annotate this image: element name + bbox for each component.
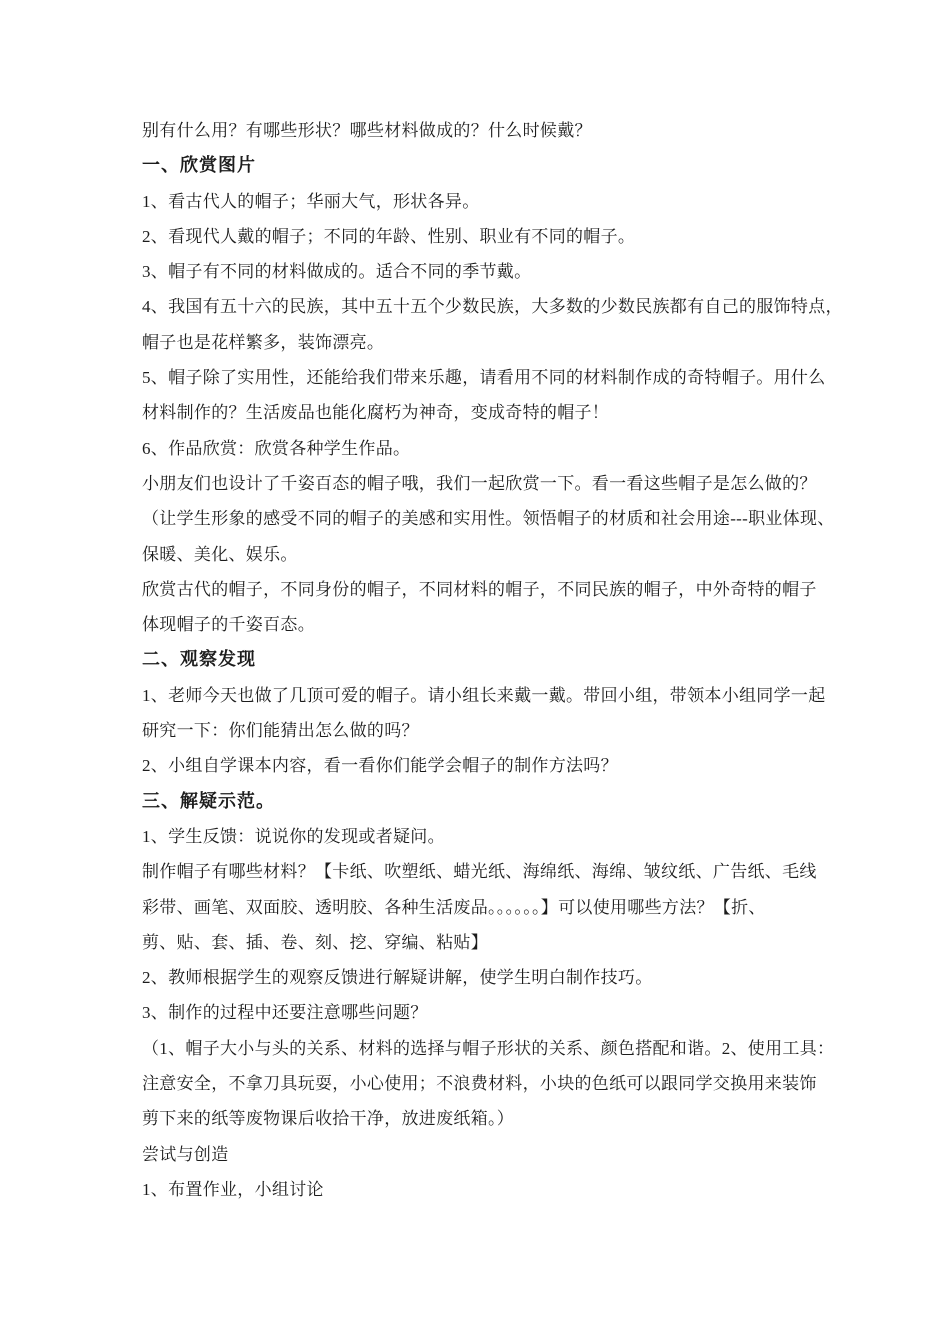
text-line: 2、教师根据学生的观察反馈进行解疑讲解，使学生明白制作技巧。 — [142, 968, 653, 988]
text-line: 6、作品欣赏：欣赏各种学生作品。 — [142, 438, 411, 458]
text-line: 1、老师今天也做了几顶可爱的帽子。请小组长来戴一戴。带回小组，带领本小组同学一起 — [142, 685, 826, 705]
text-line: 注意安全，不拿刀具玩耍，小心使用；不浪费材料，小块的色纸可以跟同学交换用来装饰 — [142, 1074, 817, 1094]
text-line: 3、制作的过程中还要注意哪些问题？ — [142, 1003, 428, 1023]
text-line: 2、小组自学课本内容，看一看你们能学会帽子的制作方法吗？ — [142, 756, 618, 776]
text-line: 5、帽子除了实用性，还能给我们带来乐趣，请看用不同的材料制作成的奇特帽子。用什么 — [142, 368, 826, 388]
document-text-block — [142, 113, 850, 1207]
text-line: 2、看现代人戴的帽子；不同的年龄、性别、职业有不同的帽子。 — [142, 226, 636, 246]
text-line: 小朋友们也设计了千姿百态的帽子哦，我们一起欣赏一下。看一看这些帽子是怎么做的？ — [142, 473, 817, 493]
text-line: 3、帽子有不同的材料做成的。适合不同的季节戴。 — [142, 262, 532, 282]
section-heading: 一、欣赏图片 — [142, 155, 256, 176]
text-line: 保暖、美化、娱乐。 — [142, 544, 298, 564]
section-heading: 二、观察发现 — [142, 649, 256, 670]
text-line: 材料制作的？生活废品也能化腐朽为神奇，变成奇特的帽子！ — [142, 403, 610, 423]
section-heading: 三、解疑示范。 — [142, 790, 275, 811]
text-line: 1、布置作业，小组讨论 — [142, 1179, 324, 1199]
text-line: 欣赏古代的帽子，不同身份的帽子，不同材料的帽子，不同民族的帽子，中外奇特的帽子 — [142, 579, 817, 599]
text-line: 帽子也是花样繁多，装饰漂亮。 — [142, 332, 385, 352]
text-line: 尝试与创造 — [142, 1144, 229, 1164]
text-line: 剪、贴、套、插、卷、刻、挖、穿编、粘贴】 — [142, 932, 488, 952]
text-line: 1、学生反馈：说说你的发现或者疑问。 — [142, 826, 445, 846]
text-line: 别有什么用？有哪些形状？哪些材料做成的？什么时候戴？ — [142, 121, 592, 140]
text-line: 制作帽子有哪些材料？【卡纸、吹塑纸、蜡光纸、海绵纸、海绵、皱纹纸、广告纸、毛线 — [142, 862, 817, 882]
text-line: （1、帽子大小与头的关系、材料的选择与帽子形状的关系、颜色搭配和谐。2、使用工具： — [142, 1038, 835, 1058]
text-line: 剪下来的纸等废物课后收拾干净，放进废纸箱。） — [142, 1109, 515, 1129]
text-line: 研究一下：你们能猜出怎么做的吗？ — [142, 721, 419, 741]
text-line: （让学生形象的感受不同的帽子的美感和实用性。领悟帽子的材质和社会用途---职业体现、 — [142, 509, 835, 529]
text-line: 体现帽子的千姿百态。 — [142, 615, 315, 635]
text-line: 1、看古代人的帽子；华丽大气，形状各异。 — [142, 191, 480, 211]
text-line: 彩带、画笔、双面胶、透明胶、各种生活废品。。。。。。】可以使用哪些方法？【折、 — [142, 897, 766, 917]
text-line: 4、我国有五十六的民族，其中五十五个少数民族，大多数的少数民族都有自己的服饰特点， — [142, 297, 843, 317]
